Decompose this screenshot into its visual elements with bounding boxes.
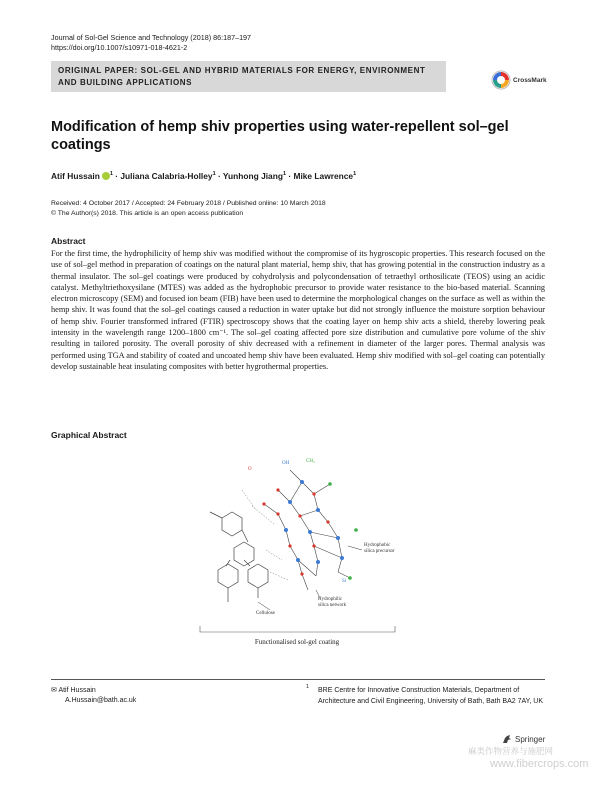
author-name[interactable]: Yunhong Jiang [222,170,283,181]
author-affiliation-marker: 1 [282,171,287,177]
hydrophobic-label [364,543,395,554]
crossmark-label: CrossMark [513,77,547,84]
hydrophilic-label [318,597,347,608]
article-title: Modification of hemp shiv properties using water-repellent sol–gel coatings [51,119,509,153]
author-name[interactable]: Atif Hussain [51,170,100,181]
abstract-text: For the first time, the hydrophilicity of hemp shiv was modified without the compromise of its hygroscopic properties. This research focused on the use of sol–gel method in preparation of coatings on the natural plant material, hemp shiv, that has growing potential in the construction industry as a thermal insulator. The sol–gel coatings were produced by cohydrolysis and polycondensation of tetraethyl orthosilicate (TEOS) using an acidic catalyst. Methyltriethoxysilane (MTES) was added as the hydrophobic precursor to provide water resistance to the bio-based material. Scanning electron microscopy (SEM) and focused ion beam (FIB) have been used to determine the morphological changes on the surface as well as within the hemp shiv. It was found that the sol–gel coatings caused a reduction in water uptake but did not strongly influence the moisture sorption behaviour of hemp shiv. Fourier transformed infrared (FTIR) spectroscopy shows that the coating layer on hemp shiv acts a shield, thereby lowering peak intensity in the wavelength range 1200–1800 cm⁻¹. The sol–gel coating affected pore size distribution and cumulative pore volume of the shiv resulting in tailored porosity. The overall porosity of shiv decreased with a refinement in diameter of the larger pores. Thermal analysis was performed using TGA and stability of coated and uncoated hemp shiv have been evaluated. Hemp shiv modified with sol–gel coating can potentially develop sustainable heat insulating composites with better hygrothermal properties. [51,249,545,371]
author-separator: · [286,170,294,181]
orcid-icon[interactable] [102,172,110,180]
watermark-text: 麻类作物营养与施肥网 [468,746,554,756]
corresponding-email[interactable]: A.Hussain@bath.ac.uk [65,697,137,704]
corresponding-name: Atif Hussain [58,687,96,694]
author-separator: · [112,170,121,181]
cellulose-arrow [258,602,270,610]
silicon-label: Si [342,579,347,584]
corresponding-author [51,686,96,696]
journal-citation: Journal of Sol-Gel Science and Technology (2018) 86:187–197 [51,33,252,42]
author-list [51,168,356,182]
open-access-notice: © The Author(s) 2018. This article is an open access publication [51,210,244,217]
hydrophilic-label-line: silica network [318,603,347,608]
cellulose-label: Cellulose [256,611,275,616]
publication-dates: Received: 4 October 2017 / Accepted: 24 February 2018 / Published online: 10 March 2018 [51,200,326,207]
figure-caption: Functionalised sol-gel coating [254,638,340,646]
crossmark-icon [491,70,511,90]
methyl-label: CH₃ [306,459,315,464]
article-type-banner [51,61,446,92]
caption-bracket [200,626,395,632]
hydrophobic-label-line: Hydrophobic [364,543,391,548]
footer-divider [51,679,545,680]
publisher-logo [502,734,545,744]
publisher-name: Springer [515,735,546,744]
mail-icon: ✉ [51,687,59,694]
hydrophilic-label-line: Hydrophilic [318,597,343,602]
springer-horse-icon [502,734,512,744]
author-separator: · [215,170,223,181]
hydrophobic-label-line: silica precursor [364,549,395,554]
silica-network [264,470,350,590]
author-name[interactable]: Juliana Calabria-Holley [120,170,213,181]
watermark-url: www.fibercrops.com [490,758,589,770]
author-name[interactable]: Mike Lawrence [293,170,354,181]
affiliation-text: BRE Centre for Innovative Construction Materials, Department of Architecture and Civil Engineering, University of Bath, Bath BA2 7AY, UK [318,687,544,705]
affiliation-number: 1 [306,684,310,690]
author-affiliation-marker: 1 [109,171,113,177]
hydrophobic-arrow [348,546,362,550]
abstract-heading: Abstract [51,236,86,246]
author-affiliation-marker: 1 [353,171,357,177]
graphical-abstract-heading: Graphical Abstract [51,430,127,440]
author-affiliation-marker: 1 [212,171,216,177]
cellulose-chain [210,512,268,602]
doi-link[interactable]: https://doi.org/10.1007/s10971-018-4621-2 [51,43,188,52]
article-type-label: ORIGINAL PAPER: SOL-GEL AND HYBRID MATERIALS FOR ENERGY, ENVIRONMENT AND BUILDING APPLICATIONS [58,66,426,87]
oxygen-label: O [248,467,252,472]
methyl-groups [328,482,358,580]
hydroxyl-label: OH [282,461,290,466]
crossmark-badge[interactable] [491,70,551,92]
graphical-abstract-figure [190,450,405,650]
